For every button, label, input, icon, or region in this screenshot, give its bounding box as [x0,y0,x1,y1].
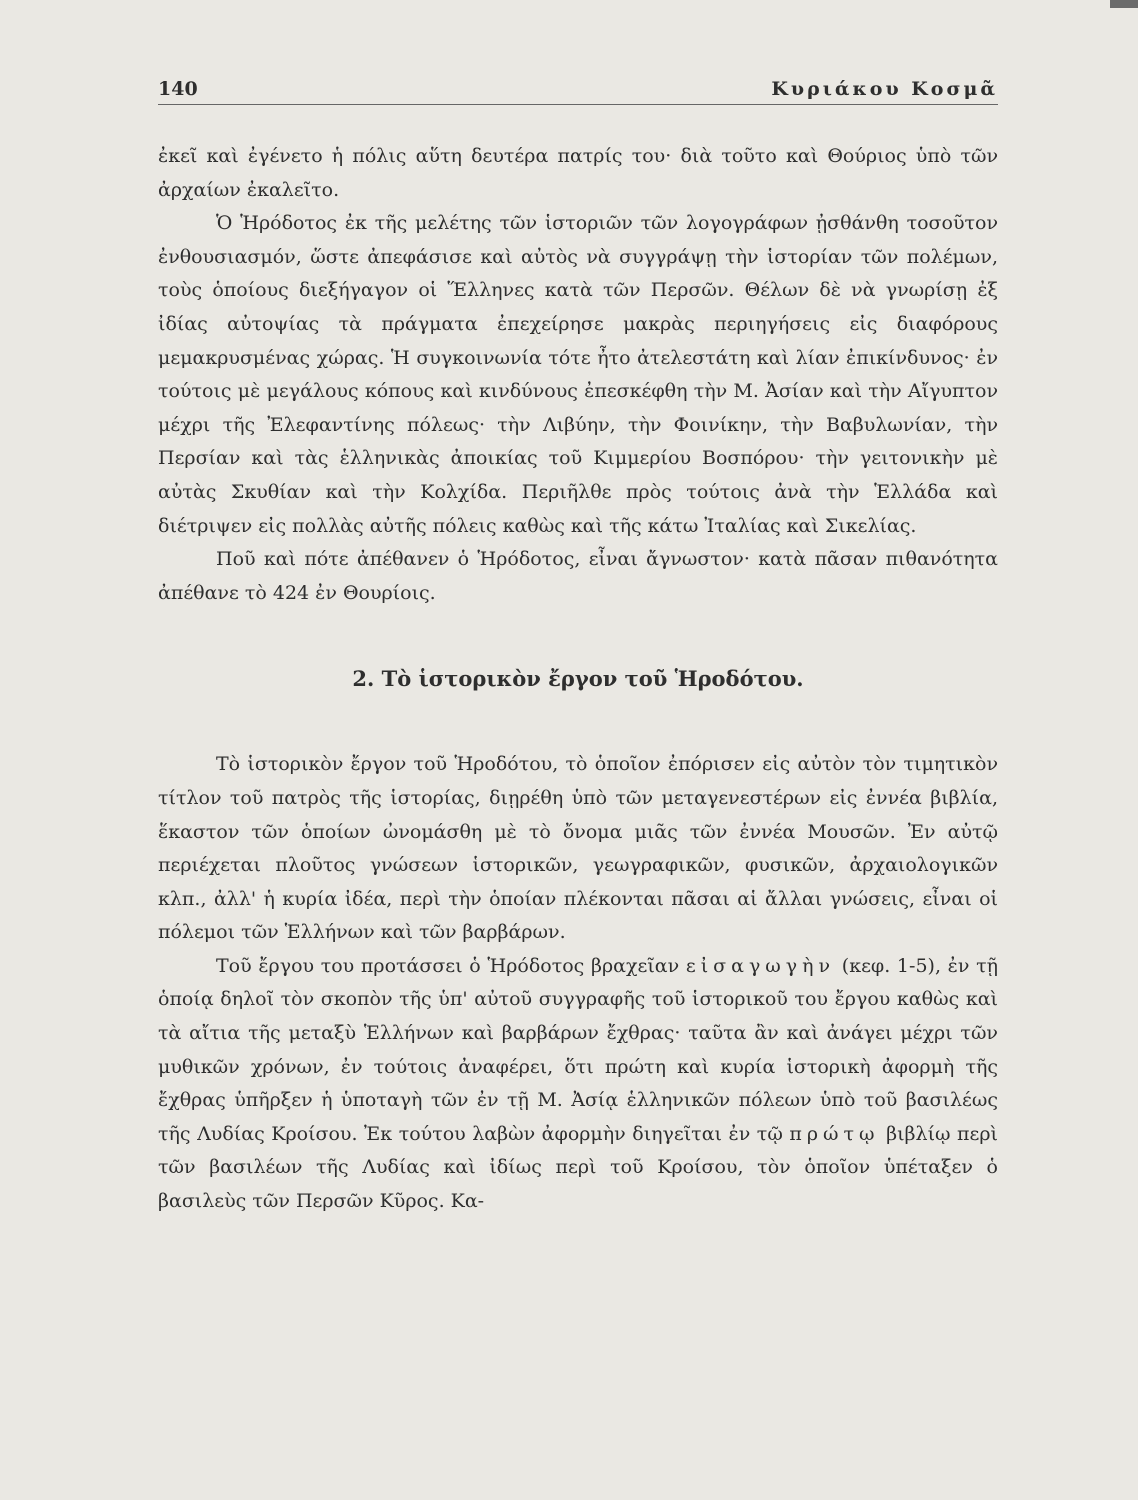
paragraph-text: Τοῦ ἔργου του προτάσσει ὁ Ἡρόδοτος βραχεῖαν [216,954,680,977]
paragraph-text: (κεφ. 1-5), ἐν τῇ ὁποίᾳ δηλοῖ τὸν σκοπὸν τῆς ὑπ' αὐτοῦ συγγραφῆς τοῦ ἱστορικοῦ του ἔργου καθὼς καὶ τὰ αἴτια τῆς μεταξὺ Ἑλλήνων καὶ βαρβάρων ἔχθρας· ταῦτα ἂν καὶ ἀνάγει μέχρι τῶν μυθικῶν χρόνων, ἐν τούτοις ἀναφέρει, ὅτι πρώτη καὶ κυρία ἱστορικὴ ἀφορμὴ τῆς ἔχθρας ὑπῆρξεν ἡ ὑποταγὴ τῶν ἐν τῇ Μ. Ἀσίᾳ ἑλληνικῶν πόλεων ὑπὸ τοῦ βασιλέως τῆς Λυδίας Κροίσου. Ἐκ τούτου λαβὼν ἀφορμὴν διηγεῖται ἐν τῷ [158,954,998,1145]
paragraph: Τὸ ἱστορικὸν ἔργον τοῦ Ἡροδότου, τὸ ὁποῖον ἐπόρισεν εἰς αὐτὸν τὸν τιμητικὸν τίτλον τοῦ πατρὸς τῆς ἱστορίας, διῃρέθη ὑπὸ τῶν μεταγενεστέρων εἰς ἐννέα βιβλία, ἕκαστον τῶν ὁποίων ὠνομάσθη μὲ τὸ ὄνομα μιᾶς τῶν ἐννέα Μουσῶν. Ἐν αὐτῷ περιέχεται πλοῦτος γνώσεων ἱστορικῶν, γεωγραφικῶν, φυσικῶν, ἀρχαιολογικῶν κλπ., ἀλλ' ἡ κυρία ἰδέα, περὶ τὴν ὁποίαν πλέκονται πᾶσαι αἱ ἄλλαι γνώσεις, εἶναι οἱ πόλεμοι τῶν Ἑλλήνων καὶ τῶν βαρβάρων. [158,753,998,944]
paragraph: ἐκεῖ καὶ ἐγένετο ἡ πόλις αὕτη δευτέρα πατρίς του· διὰ τοῦτο καὶ Θούριος ὑπὸ τῶν ἀρχαίων ἐκαλεῖτο. [158,145,998,201]
section-heading: 2. Τὸ ἱστορικὸν ἔργον τοῦ Ἡροδότου. [352,666,804,692]
running-head: Κυριάκου Κοσμᾶ [771,78,998,100]
paragraph: Ὁ Ἡρόδοτος ἐκ τῆς μελέτης τῶν ἱστοριῶν τῶν λογογράφων ᾐσθάνθη τοσοῦτον ἐνθουσιασμόν, ὥστε ἀπεφάσισε καὶ αὐτὸς νὰ συγγράψῃ τὴν ἱστορίαν τῶν πολέμων, τοὺς ὁποίους διεξήγαγον οἱ Ἕλληνες κατὰ τῶν Περσῶν. Θέλων δὲ νὰ γνωρίσῃ ἐξ ἰδίας αὐτοψίας τὰ πράγματα ἐπεχείρησε μακρὰς περιηγήσεις εἰς διαφόρους μεμακρυσμένας χώρας. Ἡ συγκοινωνία τότε ἦτο ἀτελεστάτη καὶ λίαν ἐπικίνδυνος· ἐν τούτοις μὲ μεγάλους κόπους καὶ κινδύνους ἐπεσκέφθη τὴν Μ. Ἀσίαν καὶ τὴν Αἴγυπτον μέχρι τῆς Ἐλεφαντίνης πόλεως· τὴν Λιβύην, τὴν Φοινίκην, τὴν Βαβυλωνίαν, τὴν Περσίαν καὶ τὰς ἑλληνικὰς ἀποικίας τοῦ Κιμμερίου Βοσπόρου· τὴν γειτονικὴν μὲ αὐτὰς Σκυθίαν καὶ τὴν Κολχίδα. Περιῆλθε πρὸς τούτοις ἀνὰ τὴν Ἑλλάδα καὶ διέτριψεν εἰς πολλὰς αὐτῆς πόλεις καθὼς καὶ τῆς κάτω Ἰταλίας καὶ Σικελίας. [158,212,998,537]
body-text [158,140,998,1219]
spaced-term: πρώτῳ [789,1122,880,1145]
paragraph: Ποῦ καὶ πότε ἀπέθανεν ὁ Ἡρόδοτος, εἶναι ἄγνωστον· κατὰ πᾶσαν πιθανότητα ἀπέθανε τὸ 424 ἐν Θουρίοις. [158,548,998,604]
scan-edge-mark [1110,0,1138,8]
page-header [158,78,998,105]
page-number: 140 [158,78,198,100]
paragraph [158,950,998,1219]
spaced-term: εἰσαγωγὴν [685,954,836,977]
paragraph-text: βιβλίῳ περὶ τῶν βασιλέων τῆς Λυδίας καὶ ἰδίως περὶ τοῦ Κροίσου, τὸν ὁποῖον ὑπέταξεν ὁ βασιλεὺς τῶν Περσῶν Κῦρος. Κα- [158,1122,999,1213]
